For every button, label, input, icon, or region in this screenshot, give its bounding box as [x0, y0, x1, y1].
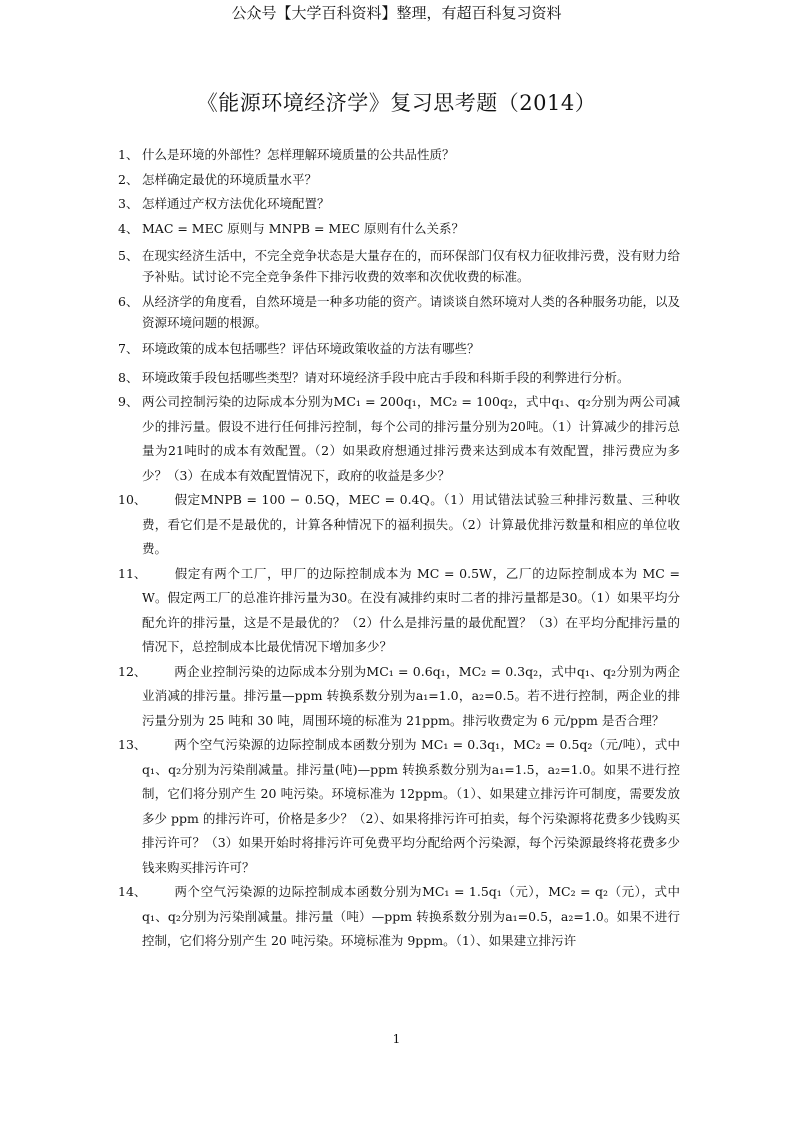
question-item [118, 660, 680, 734]
question-number: 8、 [118, 369, 139, 385]
question-number: 1、 [118, 147, 139, 162]
question-number: 5、 [118, 248, 139, 263]
question-text: 从经济学的角度看，自然环境是一种多功能的资产。请谈谈自然环境对人类的各种服务功能，以及资源环境问题的根源。 [142, 294, 680, 330]
question-text: MAC = MEC 原则与 MNPB = MEC 原则有什么关系？ [142, 220, 464, 236]
question-item [118, 562, 680, 660]
question-text: 假定MNPB = 100 − 0.5Q，MEC = 0.4Q。（1）用试错法试验三种排污数量、三种收费，看它们是不是最优的，计算各种情况下的福利损失。（2）计算最优排污数量和相应的单位收费。 [142, 492, 680, 556]
question-item [118, 880, 680, 954]
question-text: 怎样确定最优的环境质量水平？ [142, 171, 318, 187]
question-text: 两企业控制污染的边际成本分别为MC₁ = 0.6q₁，MC₂ = 0.3q₂，式中q₁、q₂分别为两企业消减的排污量。排污量—ppm 转换系数分别为a₁=1.0，a₂=0.5。若不进行控制，两企业的排污量分别为 25 吨和 30 吨，周围环境的标准为 21ppm。排污收费定为 6 元/ppm 是否合理？ [142, 663, 680, 728]
question-item [118, 192, 680, 217]
header-note: 公众号【大学百科资料】整理，有超百科复习资料 [231, 4, 562, 22]
question-item [118, 168, 680, 193]
question-number: 7、 [118, 341, 139, 356]
question-number: 2、 [118, 171, 139, 187]
question-text: 两个空气污染源的边际控制成本函数分别为MC₁ = 1.5q₁（元），MC₂ = q₂（元），式中q₁、q₂分别为污染削减量。排污量（吨）—ppm 转换系数分别为a₁=0.5，a₂=1.0。如果不进行控制，它们将分别产生 20 吨污染。环境标准为 9ppm。（1）、如果建立排污许 [142, 884, 680, 948]
question-text: 怎样通过产权方法优化环境配置？ [142, 196, 330, 211]
question-number: 11、 [118, 565, 147, 581]
question-item [118, 733, 680, 880]
question-item [118, 291, 680, 333]
question-number: 10、 [118, 492, 147, 507]
question-text: 两公司控制污染的边际成本分别为MC₁ = 200q₁，MC₂ = 100q₂，式中q₁、q₂分别为两公司减少的排污量。假设不进行任何排污控制，每个公司的排污量分别为20吨。（1）计算减少的排污总量为21吨时的成本有效配置。（2）如果政府想通过排污费来达到成本有效配置，排污费应为多少？（3）在成本有效配置情况下，政府的收益是多少？ [142, 394, 680, 483]
question-number: 12、 [118, 663, 147, 679]
question-item [118, 245, 680, 287]
question-item [118, 337, 680, 362]
question-item [118, 143, 680, 168]
question-number: 9、 [118, 394, 139, 409]
question-number: 13、 [118, 737, 147, 752]
question-number: 4、 [118, 220, 139, 236]
question-item [118, 390, 680, 488]
question-text: 两个空气污染源的边际控制成本函数分别为 MC₁ = 0.3q₁，MC₂ = 0.5q₂（元/吨），式中q₁、q₂分别为污染削减量。排污量(吨)—ppm 转换系数分别为a₁=1.5，a₂=1.0。如果不进行控制，它们将分别产生 20 吨污染。环境标准为 12ppm。（1）、如果建立排污许可制度，需要发放多少 ppm 的排污许可，价格是多少？（2）、如果将排污许可拍卖，每个污染源将花费多少钱购买排污许可？（3）如果开始时将排污许可免费平均分配给两个污染源，每个污染源最终将花费多少钱来购买排污许可？ [142, 737, 680, 875]
question-text: 假定有两个工厂，甲厂的边际控制成本为 MC = 0.5W，乙厂的边际控制成本为 MC = W。假定两工厂的总准许排污量为30。在没有减排约束时二者的排污量都是30。（1）如果平均分配允许的排污量，这是不是最优的？（2）什么是排污量的最优配置？（3）在平均分配排污量的情况下，总控制成本比最优情况下增加多少？ [142, 565, 680, 654]
question-number: 6、 [118, 294, 139, 309]
question-text: 在现实经济生活中，不完全竞争状态是大量存在的，而环保部门仅有权力征收排污费，没有财力给予补贴。试讨论不完全竞争条件下排污收费的效率和次优收费的标准。 [142, 248, 680, 284]
question-item [118, 366, 680, 391]
question-item [118, 217, 680, 242]
question-number: 14、 [118, 884, 147, 899]
question-item [118, 488, 680, 562]
question-text: 什么是环境的外部性？怎样理解环境质量的公共品性质？ [142, 147, 455, 162]
question-number: 3、 [118, 196, 139, 211]
page-number: 1 [392, 1032, 401, 1046]
document-title: 《能源环境经济学》复习思考题（2014） [196, 91, 597, 115]
question-list [118, 143, 680, 954]
question-text: 环境政策手段包括哪些类型？请对环境经济手段中庇古手段和科斯手段的利弊进行分析。 [142, 369, 630, 385]
question-text: 环境政策的成本包括哪些？评估环境政策收益的方法有哪些？ [142, 341, 480, 356]
